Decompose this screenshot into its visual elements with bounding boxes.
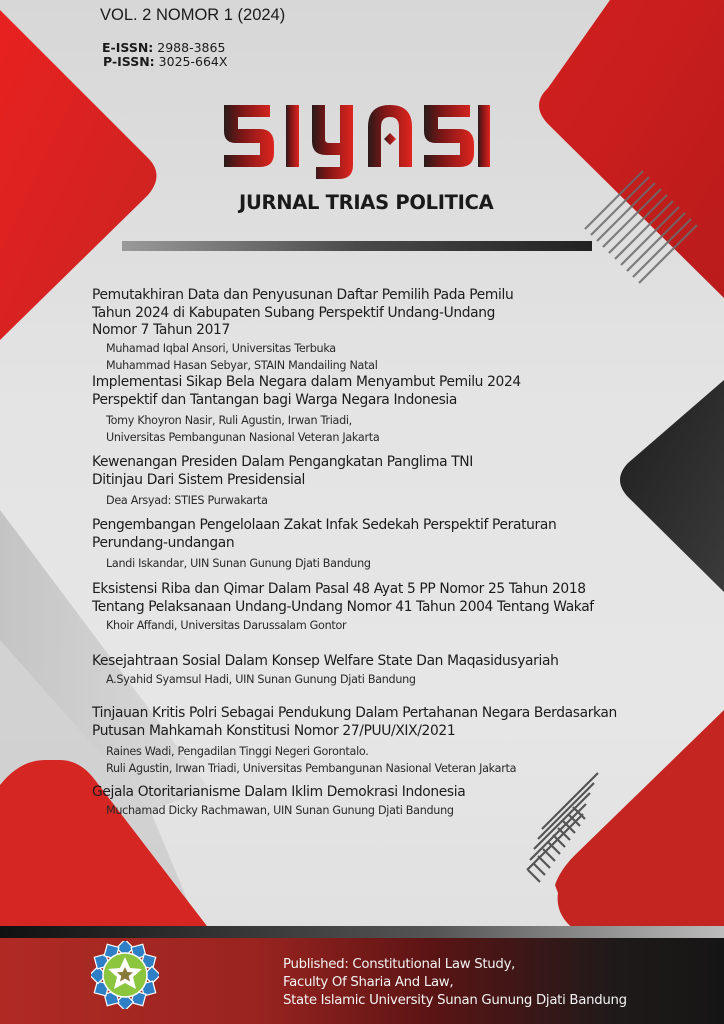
uin-sgd-emblem-icon	[91, 941, 159, 1009]
article-title: Perundang-undangan	[92, 534, 235, 551]
article-author: Muhammad Hasan Sebyar, STAIN Mandailing Natal	[106, 358, 378, 372]
article-title: Tinjauan Kritis Polri Sebagai Pendukung Dalam Pertahanan Negara Berdasarkan	[92, 705, 617, 721]
article-item	[92, 653, 558, 688]
article-item	[92, 517, 556, 572]
e-issn-label: E-ISSN:	[102, 40, 154, 55]
article-title: Pemutakhiran Data dan Penyusunan Daftar Pemilih Pada Pemilu	[92, 287, 514, 303]
p-issn-value: 3025-664X	[158, 54, 228, 69]
p-issn	[103, 55, 227, 69]
article-item	[92, 784, 465, 819]
publisher-line: State Islamic University Sunan Gunung Djati Bandung	[283, 993, 627, 1008]
article-item	[92, 705, 617, 777]
article-author: Muchamad Dicky Rachmawan, UIN Sunan Gunung Djati Bandung	[106, 803, 454, 817]
journal-subtitle: JURNAL TRIAS POLITICA	[239, 191, 494, 214]
article-title: Nomor 7 Tahun 2017	[92, 322, 230, 338]
article-author: Ruli Agustin, Irwan Triadi, Universitas Pembangunan Nasional Veteran Jakarta	[106, 762, 517, 775]
article-title: Eksistensi Riba dan Qimar Dalam Pasal 48 Ayat 5 PP Nomor 25 Tahun 2018	[92, 581, 586, 597]
article-item	[92, 374, 521, 446]
article-author: Tomy Khoyron Nasir, Ruli Agustin, Irwan Triadi,	[106, 414, 352, 427]
p-issn-label: P-ISSN:	[103, 54, 155, 69]
article-item	[92, 454, 473, 509]
article-title: Kesejahtraan Sosial Dalam Konsep Welfare State Dan Maqasidusyariah	[92, 653, 559, 669]
article-author: Landi Iskandar, UIN Sunan Gunung Djati Bandung	[106, 557, 371, 570]
publisher-line: Published: Constitutional Law Study,	[283, 957, 516, 972]
article-title: Gejala Otoritarianisme Dalam Iklim Demokrasi Indonesia	[92, 784, 466, 800]
article-author: Khoir Affandi, Universitas Darussalam Gontor	[106, 619, 347, 632]
article-item	[92, 287, 513, 374]
article-title: Implementasi Sikap Bela Negara dalam Menyambut Pemilu 2024	[92, 374, 521, 390]
article-author: Raines Wadi, Pengadilan Tinggi Negeri Gorontalo.	[106, 745, 369, 758]
article-title: Kewenangan Presiden Dalam Pengangkatan Panglima TNI	[92, 454, 473, 470]
siyasi-logo	[220, 103, 490, 181]
article-title: Tahun 2024 di Kabupaten Subang Perspektif Undang-Undang	[92, 304, 496, 321]
volume-issue: VOL. 2 NOMOR 1 (2024)	[100, 6, 286, 24]
article-author: Muhamad Iqbal Ansori, Universitas Terbuka	[106, 341, 336, 355]
publisher-line: Faculty Of Sharia And Law,	[283, 975, 454, 990]
e-issn	[102, 41, 225, 55]
article-title: Tentang Pelaksanaan Undang-Undang Nomor 41 Tahun 2004 Tentang Wakaf	[92, 598, 594, 615]
dark-diamond-right	[620, 380, 724, 592]
article-item	[92, 581, 594, 634]
article-title: Pengembangan Pengelolaan Zakat Infak Sedekah Perspektif Peraturan	[92, 517, 557, 533]
article-title: Ditinjau Dari Sistem Presidensial	[92, 471, 306, 488]
article-author: Dea Arsyad: STIES Purwakarta	[106, 494, 268, 507]
article-title: Perspektif dan Tantangan bagi Warga Negara Indonesia	[92, 391, 458, 408]
e-issn-value: 2988-3865	[157, 40, 226, 55]
article-author: Universitas Pembangunan Nasional Veteran Jakarta	[106, 431, 380, 444]
article-title: Putusan Mahkamah Konstitusi Nomor 27/PUU/XIX/2021	[92, 722, 456, 739]
article-author: A.Syahid Syamsul Hadi, UIN Sunan Gunung Djati Bandung	[106, 672, 416, 686]
publisher-info	[283, 956, 627, 1010]
